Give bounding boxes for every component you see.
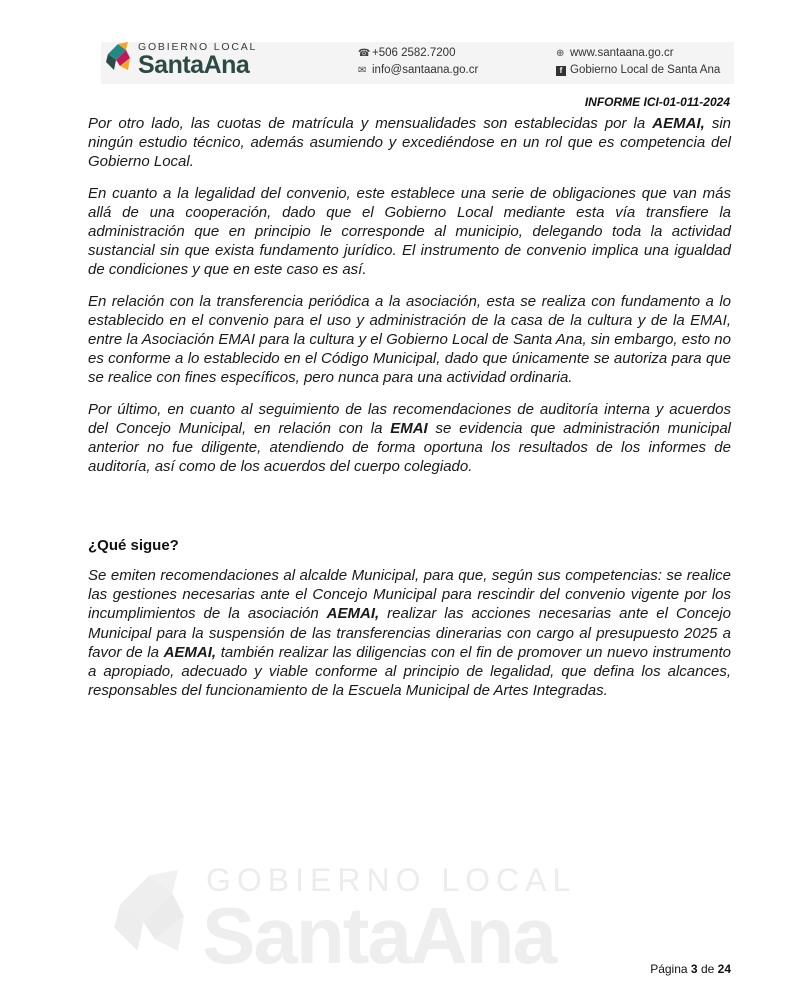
- phone-text: +506 2582.7200: [372, 47, 456, 59]
- findings-body: [88, 114, 731, 488]
- logo-wordmark: SantaAna: [138, 51, 250, 79]
- logo-tagline: GOBIERNO LOCAL: [138, 41, 258, 53]
- page-current: 3: [690, 962, 698, 976]
- facebook-icon: f: [556, 66, 566, 76]
- page-footer: Página 3 de 24: [650, 962, 731, 976]
- watermark-logo-icon: [102, 864, 202, 974]
- entity-aemai: AEMAI,: [652, 115, 705, 132]
- website-text[interactable]: www.santaana.go.cr: [570, 47, 674, 59]
- watermark-tagline: GOBIERNO LOCAL: [206, 862, 577, 898]
- paragraph-fees: Por otro lado, las cuotas de matrícula y mensualidades son establecidas por la AEMAI, sin ningún estudio técnico, además asumiendo y excediéndose en un rol que es competencia del Gobierno Local.: [88, 115, 731, 171]
- phone-icon: ☎: [358, 48, 371, 59]
- contact-social[interactable]: [556, 64, 720, 76]
- contact-email[interactable]: [358, 64, 478, 76]
- page-total: 24: [717, 962, 731, 976]
- watermark: [102, 862, 662, 980]
- santa-ana-logo-icon: [104, 40, 134, 78]
- paragraph-transfer: En relación con la transferencia periódica a la asociación, esta se realiza con fundamento a lo establecido en el convenio para el uso y administración de la casa de la cultura y de la EMAI, entre la Asociación EMAI para la cultura y el Gobierno Local de Santa Ana, sin embargo, esto no es conforme a lo establecido en el Código Municipal, dado que únicamente se autoriza para que se realice con fines específicos, pero nunca para una actividad ordinaria.: [88, 292, 731, 387]
- globe-icon: ⊕: [556, 48, 565, 59]
- mail-icon: ✉: [358, 65, 367, 76]
- recommendation-paragraph: Se emiten recomendaciones al alcalde Municipal, para que, según sus competencias: se realice las gestiones necesarias ante el Concejo Municipal para rescindir del convenio vigente por los incumplimientos de la asociación AEMAI, realizar las acciones necesarias ante el Concejo Municipal para la suspensión de las transferencias dinerarias con cargo al presupuesto 2025 a favor de la AEMAI, también realizar las diligencias con el fin de promover un nuevo instrumento a apropiado, adecuado y viable conforme al principio de legalidad, que defina los alcances, responsables del funcionamiento de la Escuela Municipal de Artes Integradas.: [88, 567, 731, 700]
- entity-aemai: AEMAI,: [326, 605, 380, 623]
- watermark-wordmark: SantaAna: [202, 891, 555, 980]
- report-id: INFORME ICI-01-011-2024: [584, 95, 730, 109]
- email-text[interactable]: info@santaana.go.cr: [372, 64, 479, 76]
- contact-phone: [358, 47, 455, 59]
- entity-emai: EMAI: [390, 419, 428, 437]
- contact-website[interactable]: [556, 47, 674, 59]
- paragraph-legality: En cuanto a la legalidad del convenio, este establece una serie de obligaciones que van más allá de una cooperación, dado que el Gobierno Local mediante esta vía transfiere la administración que en principio le corresponde al municipio, delegando toda la actividad sustancial sin que exista fundamento jurídico. El instrumento de convenio implica una igualdad de condiciones y que en este caso es así.: [88, 184, 731, 279]
- paragraph-followup: Por último, en cuanto al seguimiento de las recomendaciones de auditoría interna y acuerdos del Concejo Municipal, en relación con la EMAI se evidencia que administración municipal anterior no fue diligente, atendiendo de forma oportuna los resultados de los informes de auditoría, así como de los acuerdos del cuerpo colegiado.: [88, 400, 732, 476]
- social-text[interactable]: Gobierno Local de Santa Ana: [570, 64, 721, 76]
- entity-aemai: AEMAI,: [163, 643, 217, 661]
- section-title: ¿Qué sigue?: [88, 537, 179, 554]
